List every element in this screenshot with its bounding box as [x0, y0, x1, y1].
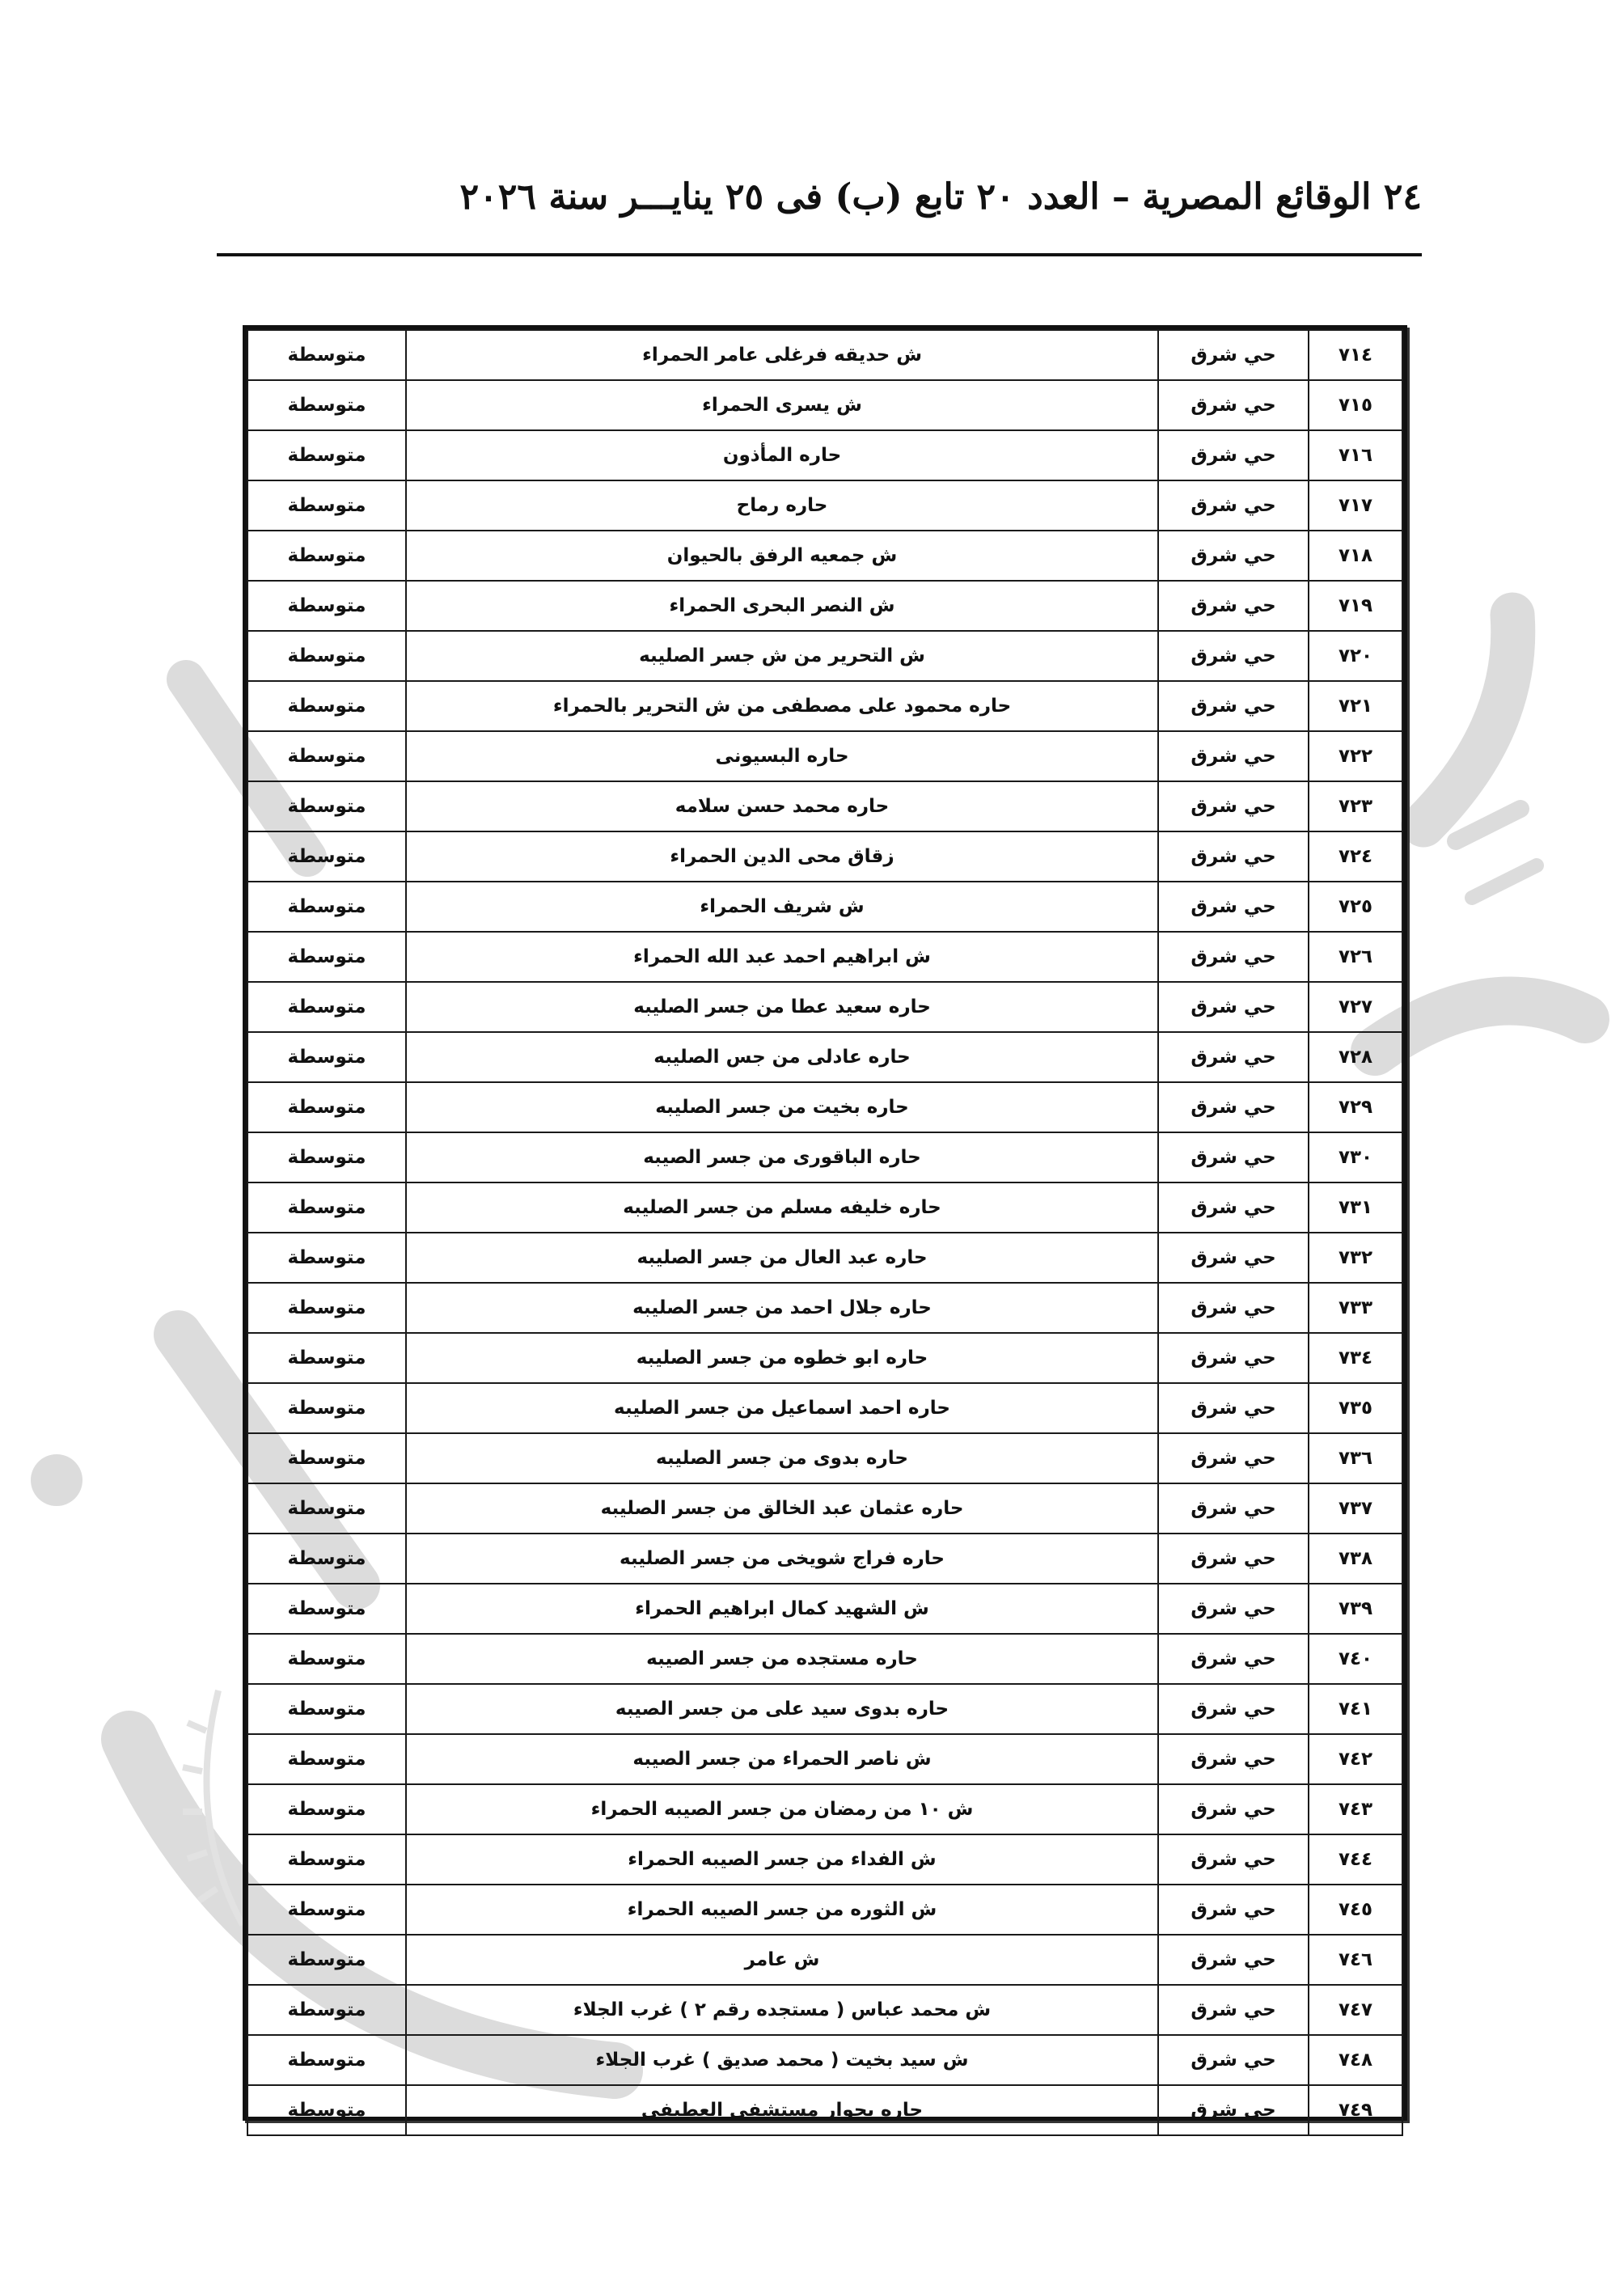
row-number-cell: ٧١٩ [1309, 581, 1402, 631]
district-cell: حي شرق [1158, 380, 1309, 430]
district-cell: حي شرق [1158, 1433, 1309, 1483]
street-name-cell: حاره احمد اسماعيل من جسر الصليبه [406, 1383, 1158, 1433]
row-number-cell: ٧٣١ [1309, 1182, 1402, 1233]
row-number-cell: ٧١٥ [1309, 380, 1402, 430]
row-number-cell: ٧٤٣ [1309, 1784, 1402, 1834]
street-name-cell: حاره رماح [406, 480, 1158, 531]
row-number-cell: ٧٤٦ [1309, 1935, 1402, 1985]
district-cell: حي شرق [1158, 480, 1309, 531]
district-cell: حي شرق [1158, 330, 1309, 380]
table-row [247, 1032, 1402, 1082]
row-number-cell: ٧٢٥ [1309, 882, 1402, 932]
street-name-cell: ش حديقه فرغلى عامر الحمراء [406, 330, 1158, 380]
district-cell: حي شرق [1158, 831, 1309, 882]
district-cell: حي شرق [1158, 1584, 1309, 1634]
header-rule [217, 253, 1422, 256]
district-cell: حي شرق [1158, 1734, 1309, 1784]
district-cell: حي شرق [1158, 1233, 1309, 1283]
row-number-cell: ٧٢٦ [1309, 932, 1402, 982]
streets-table-frame [243, 325, 1407, 2121]
district-cell: حي شرق [1158, 1935, 1309, 1985]
classification-cell: متوسطة [247, 531, 406, 581]
classification-cell: متوسطة [247, 731, 406, 781]
classification-cell: متوسطة [247, 1433, 406, 1483]
row-number-cell: ٧٣٧ [1309, 1483, 1402, 1534]
row-number-cell: ٧٣٣ [1309, 1283, 1402, 1333]
streets-table-body [247, 330, 1402, 2135]
classification-cell: متوسطة [247, 1383, 406, 1433]
district-cell: حي شرق [1158, 581, 1309, 631]
street-name-cell: ش ابراهيم احمد عبد الله الحمراء [406, 932, 1158, 982]
row-number-cell: ٧٣٨ [1309, 1534, 1402, 1584]
district-cell: حي شرق [1158, 1483, 1309, 1534]
street-name-cell: ش النصر البحرى الحمراء [406, 581, 1158, 631]
classification-cell: متوسطة [247, 1483, 406, 1534]
street-name-cell: حاره سعيد عطا من جسر الصليبه [406, 982, 1158, 1032]
street-name-cell: حاره مستجده من جسر الصيبه [406, 1634, 1158, 1684]
district-cell: حي شرق [1158, 2085, 1309, 2135]
district-cell: حي شرق [1158, 1534, 1309, 1584]
classification-cell: متوسطة [247, 1333, 406, 1383]
row-number-cell: ٧٤٧ [1309, 1985, 1402, 2035]
street-name-cell: حاره بجوار مستشفى العطيفى [406, 2085, 1158, 2135]
table-row [247, 1233, 1402, 1283]
street-name-cell: ش سيد بخيت ( محمد صديق ) غرب الجلاء [406, 2035, 1158, 2085]
table-row [247, 1534, 1402, 1584]
row-number-cell: ٧١٤ [1309, 330, 1402, 380]
classification-cell: متوسطة [247, 1684, 406, 1734]
table-row [247, 1734, 1402, 1784]
classification-cell: متوسطة [247, 982, 406, 1032]
district-cell: حي شرق [1158, 1032, 1309, 1082]
table-row [247, 1985, 1402, 2035]
row-number-cell: ٧٣٠ [1309, 1132, 1402, 1182]
row-number-cell: ٧٢٢ [1309, 731, 1402, 781]
street-name-cell: ش الشهيد كمال ابراهيم الحمراء [406, 1584, 1158, 1634]
table-row [247, 581, 1402, 631]
row-number-cell: ٧٤٨ [1309, 2035, 1402, 2085]
street-name-cell: حاره جلال احمد من جسر الصليبه [406, 1283, 1158, 1333]
table-row [247, 380, 1402, 430]
street-name-cell: ش جمعيه الرفق بالحيوان [406, 531, 1158, 581]
street-name-cell: حاره ابو خطوه من جسر الصليبه [406, 1333, 1158, 1383]
district-cell: حي شرق [1158, 1383, 1309, 1433]
row-number-cell: ٧٢٣ [1309, 781, 1402, 831]
row-number-cell: ٧٢٧ [1309, 982, 1402, 1032]
district-cell: حي شرق [1158, 2035, 1309, 2085]
table-row [247, 982, 1402, 1032]
table-row [247, 1333, 1402, 1383]
street-name-cell: حاره محمود على مصطفى من ش التحرير بالحمراء [406, 681, 1158, 731]
district-cell: حي شرق [1158, 1082, 1309, 1132]
district-cell: حي شرق [1158, 932, 1309, 982]
district-cell: حي شرق [1158, 531, 1309, 581]
street-name-cell: حاره المأذون [406, 430, 1158, 480]
district-cell: حي شرق [1158, 781, 1309, 831]
row-number-cell: ٧٤٩ [1309, 2085, 1402, 2135]
row-number-cell: ٧٣٤ [1309, 1333, 1402, 1383]
row-number-cell: ٧٣٢ [1309, 1233, 1402, 1283]
district-cell: حي شرق [1158, 1885, 1309, 1935]
table-row [247, 1132, 1402, 1182]
classification-cell: متوسطة [247, 581, 406, 631]
street-name-cell: ش محمد عباس ( مستجده رقم ٢ ) غرب الجلاء [406, 1985, 1158, 2035]
classification-cell: متوسطة [247, 831, 406, 882]
classification-cell: متوسطة [247, 1233, 406, 1283]
classification-cell: متوسطة [247, 380, 406, 430]
street-name-cell: ش ١٠ من رمضان من جسر الصيبه الحمراء [406, 1784, 1158, 1834]
row-number-cell: ٧٢٩ [1309, 1082, 1402, 1132]
classification-cell: متوسطة [247, 480, 406, 531]
row-number-cell: ٧١٦ [1309, 430, 1402, 480]
street-name-cell: ش شريف الحمراء [406, 882, 1158, 932]
classification-cell: متوسطة [247, 1935, 406, 1985]
row-number-cell: ٧٣٥ [1309, 1383, 1402, 1433]
row-number-cell: ٧٢٤ [1309, 831, 1402, 882]
table-row [247, 1433, 1402, 1483]
classification-cell: متوسطة [247, 1885, 406, 1935]
district-cell: حي شرق [1158, 430, 1309, 480]
table-row [247, 1784, 1402, 1834]
district-cell: حي شرق [1158, 731, 1309, 781]
street-name-cell: ش الفداء من جسر الصيبه الحمراء [406, 1834, 1158, 1885]
street-name-cell: حاره بدوى من جسر الصليبه [406, 1433, 1158, 1483]
streets-table [247, 329, 1403, 2136]
table-row [247, 330, 1402, 380]
row-number-cell: ٧١٧ [1309, 480, 1402, 531]
classification-cell: متوسطة [247, 1734, 406, 1784]
table-row [247, 1383, 1402, 1433]
classification-cell: متوسطة [247, 2085, 406, 2135]
row-number-cell: ٧٣٦ [1309, 1433, 1402, 1483]
table-row [247, 631, 1402, 681]
table-row [247, 1483, 1402, 1534]
classification-cell: متوسطة [247, 330, 406, 380]
row-number-cell: ٧٤٤ [1309, 1834, 1402, 1885]
table-row [247, 531, 1402, 581]
street-name-cell: حاره محمد حسن سلامه [406, 781, 1158, 831]
classification-cell: متوسطة [247, 1634, 406, 1684]
table-row [247, 831, 1402, 882]
district-cell: حي شرق [1158, 681, 1309, 731]
table-row [247, 480, 1402, 531]
district-cell: حي شرق [1158, 1784, 1309, 1834]
classification-cell: متوسطة [247, 1032, 406, 1082]
district-cell: حي شرق [1158, 1283, 1309, 1333]
classification-cell: متوسطة [247, 631, 406, 681]
district-cell: حي شرق [1158, 1684, 1309, 1734]
street-name-cell: حاره الباقورى من جسر الصيبه [406, 1132, 1158, 1182]
row-number-cell: ٧٤٢ [1309, 1734, 1402, 1784]
row-number-cell: ٧١٨ [1309, 531, 1402, 581]
row-number-cell: ٧٤٥ [1309, 1885, 1402, 1935]
table-row [247, 2035, 1402, 2085]
classification-cell: متوسطة [247, 1985, 406, 2035]
classification-cell: متوسطة [247, 1082, 406, 1132]
classification-cell: متوسطة [247, 1584, 406, 1634]
table-row [247, 1283, 1402, 1333]
table-row [247, 1182, 1402, 1233]
classification-cell: متوسطة [247, 681, 406, 731]
district-cell: حي شرق [1158, 1333, 1309, 1383]
street-name-cell: زقاق محى الدين الحمراء [406, 831, 1158, 882]
street-name-cell: حاره عثمان عبد الخالق من جسر الصليبه [406, 1483, 1158, 1534]
table-row [247, 1634, 1402, 1684]
street-name-cell: ش التحرير من ش جسر الصليبه [406, 631, 1158, 681]
district-cell: حي شرق [1158, 1132, 1309, 1182]
street-name-cell: ش ناصر الحمراء من جسر الصيبه [406, 1734, 1158, 1784]
classification-cell: متوسطة [247, 2035, 406, 2085]
row-number-cell: ٧٣٩ [1309, 1584, 1402, 1634]
classification-cell: متوسطة [247, 1283, 406, 1333]
table-row [247, 882, 1402, 932]
table-row [247, 430, 1402, 480]
table-row [247, 1584, 1402, 1634]
street-name-cell: ش الثوره من جسر الصيبه الحمراء [406, 1885, 1158, 1935]
table-row [247, 681, 1402, 731]
street-name-cell: حاره عبد العال من جسر الصليبه [406, 1233, 1158, 1283]
classification-cell: متوسطة [247, 882, 406, 932]
table-row [247, 2085, 1402, 2135]
row-number-cell: ٧٢١ [1309, 681, 1402, 731]
row-number-cell: ٧٢٠ [1309, 631, 1402, 681]
district-cell: حي شرق [1158, 1834, 1309, 1885]
classification-cell: متوسطة [247, 1834, 406, 1885]
page-header: ٢٤ الوقائع المصرية – العدد ٢٠ تابع (ب) فى ٢٥ ينايـــر سنة ٢٠٢٦ [459, 176, 1422, 218]
street-name-cell: حاره بدوى سيد على من جسر الصيبه [406, 1684, 1158, 1734]
classification-cell: متوسطة [247, 781, 406, 831]
street-name-cell: ش يسرى الحمراء [406, 380, 1158, 430]
classification-cell: متوسطة [247, 430, 406, 480]
table-row [247, 1684, 1402, 1734]
street-name-cell: حاره خليفه مسلم من جسر الصليبه [406, 1182, 1158, 1233]
table-row [247, 1082, 1402, 1132]
table-row [247, 932, 1402, 982]
classification-cell: متوسطة [247, 1784, 406, 1834]
row-number-cell: ٧٢٨ [1309, 1032, 1402, 1082]
table-row [247, 1834, 1402, 1885]
row-number-cell: ٧٤٠ [1309, 1634, 1402, 1684]
district-cell: حي شرق [1158, 1634, 1309, 1684]
district-cell: حي شرق [1158, 1985, 1309, 2035]
table-row [247, 1935, 1402, 1985]
street-name-cell: حاره عادلى من جس الصليبه [406, 1032, 1158, 1082]
street-name-cell: ش عامر [406, 1935, 1158, 1985]
street-name-cell: حاره بخيت من جسر الصليبه [406, 1082, 1158, 1132]
classification-cell: متوسطة [247, 1182, 406, 1233]
classification-cell: متوسطة [247, 1132, 406, 1182]
street-name-cell: حاره البسيونى [406, 731, 1158, 781]
table-row [247, 731, 1402, 781]
classification-cell: متوسطة [247, 1534, 406, 1584]
district-cell: حي شرق [1158, 882, 1309, 932]
street-name-cell: حاره فراج شويخى من جسر الصليبه [406, 1534, 1158, 1584]
district-cell: حي شرق [1158, 982, 1309, 1032]
table-row [247, 1885, 1402, 1935]
district-cell: حي شرق [1158, 1182, 1309, 1233]
table-row [247, 781, 1402, 831]
district-cell: حي شرق [1158, 631, 1309, 681]
classification-cell: متوسطة [247, 932, 406, 982]
row-number-cell: ٧٤١ [1309, 1684, 1402, 1734]
